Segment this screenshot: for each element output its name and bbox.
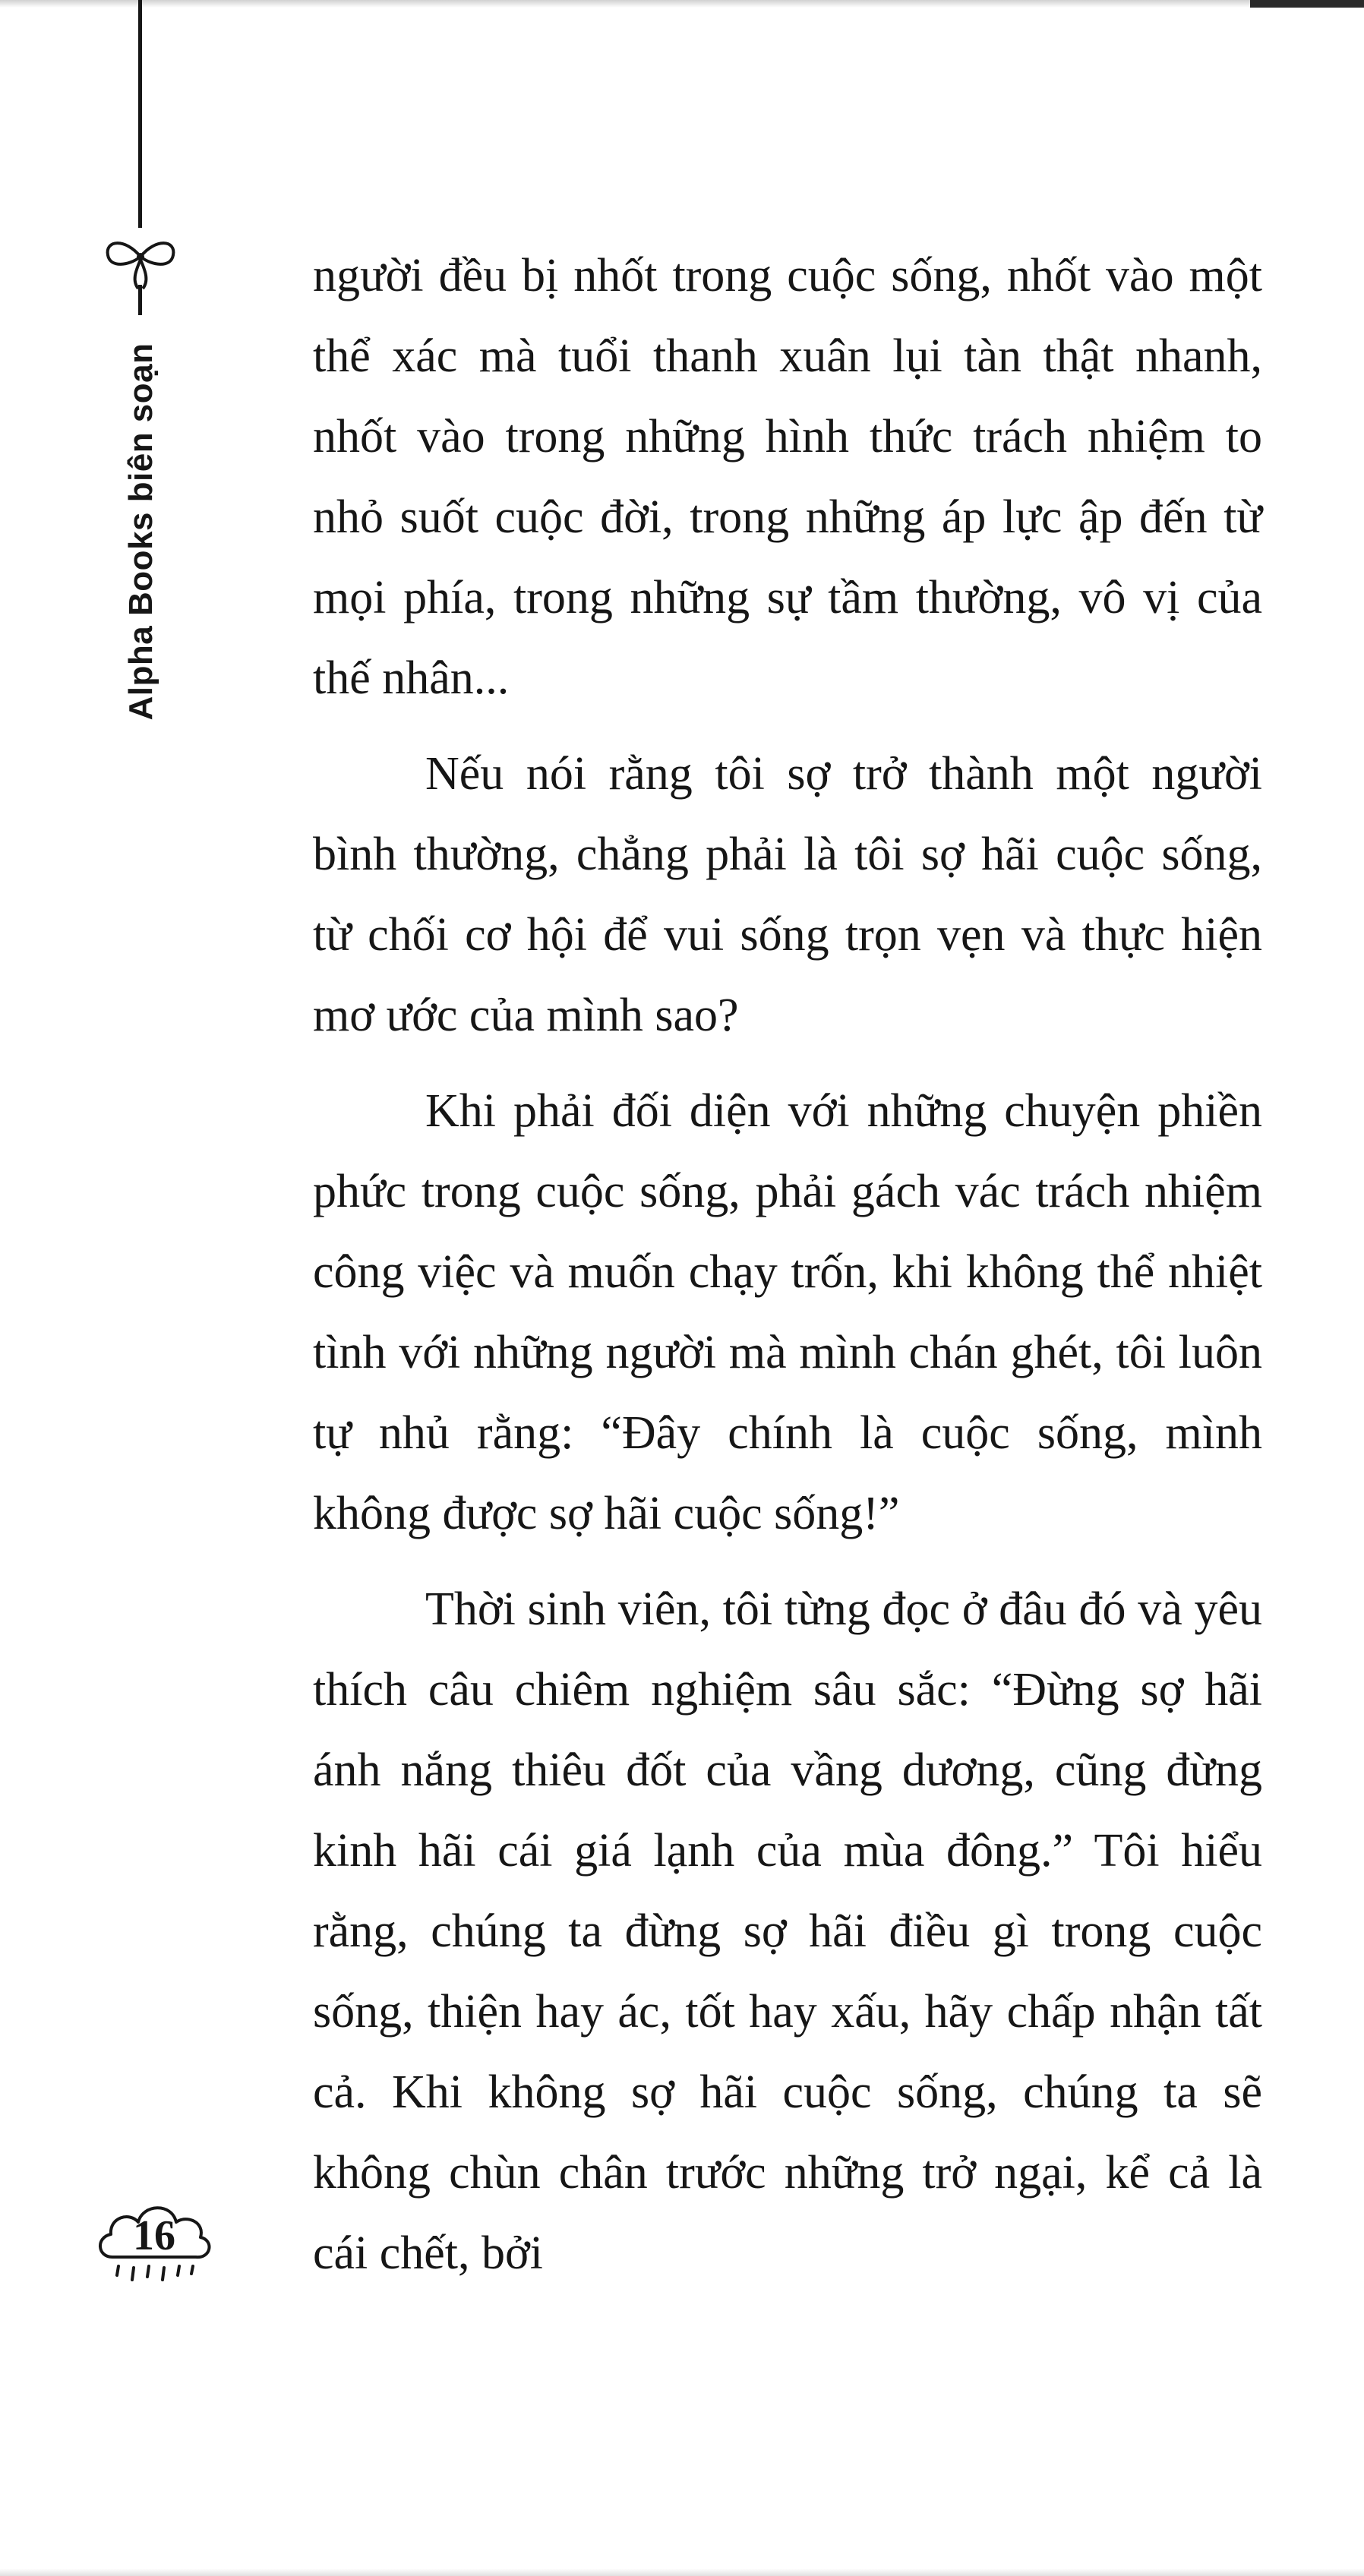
margin-ribbon-tail xyxy=(138,285,142,315)
paragraph-4: Thời sinh viên, tôi từng đọc ở đâu đó và yêu thích câu chiêm nghiệm sâu sắc: “Đừng sợ hãi ánh nắng thiêu đốt của vầng dương, cũng đừng kinh hãi cái giá lạnh của mùa đông.” Tôi hiểu rằng, chúng ta đừng sợ hãi điều gì trong cuộc sống, thiện hay ác, tốt hay xấu, hãy chấp nhận tất cả. Khi không sợ hãi cuộc sống, chúng ta sẽ không chùn chân trước những trở ngại, kể cả là cái chết, bởi xyxy=(313,1583,1262,2279)
page-corner-shadow xyxy=(1250,0,1364,8)
page-bottom-edge xyxy=(0,2568,1364,2576)
margin-ribbon-line xyxy=(138,0,142,228)
paragraph-3: Khi phải đối diện với những chuyện phiền phức trong cuộc sống, phải gách vác trách nhiệm công việc và muốn chạy trốn, khi không thể nhiệt tình với những người mà mình chán ghét, tôi luôn tự nhủ rằng: “Đây chính là cuộc sống, mình không được sợ hãi cuộc sống!” xyxy=(313,1085,1262,1539)
body-text xyxy=(313,235,1262,2293)
page-top-edge xyxy=(0,0,1364,8)
vertical-credit-text: Alpha Books biên soạn xyxy=(122,343,159,721)
paragraph-1: người đều bị nhốt trong cuộc sống, nhốt vào một thể xác mà tuổi thanh xuân lụi tàn thật nhanh, nhốt vào trong những hình thức trách nhiệm to nhỏ suốt cuộc đời, trong những áp lực ập đến từ mọi phía, trong những sự tầm thường, vô vị của thế nhân... xyxy=(313,250,1262,704)
page-number: 16 xyxy=(133,2212,175,2259)
paragraph-2: Nếu nói rằng tôi sợ trở thành một người bình thường, chẳng phải là tôi sợ hãi cuộc sống, từ chối cơ hội để vui sống trọn vẹn và thực hiện mơ ước của mình sao? xyxy=(313,748,1262,1041)
